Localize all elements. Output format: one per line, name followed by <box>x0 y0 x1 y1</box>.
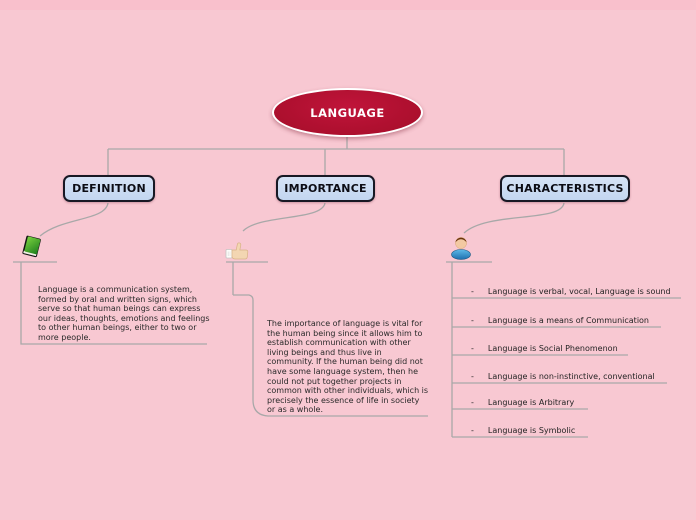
characteristic-text: Language is non-instinctive, conventional <box>487 371 655 381</box>
characteristics-curve <box>464 203 564 233</box>
characteristic-text: Language is verbal, vocal, Language is sound <box>487 286 671 296</box>
topic-importance-label: IMPORTANCE <box>284 182 367 195</box>
characteristic-item-5[interactable] <box>452 395 694 409</box>
bullet-dash: - <box>471 397 474 407</box>
root-label: LANGUAGE <box>310 105 385 120</box>
characteristic-item-4[interactable] <box>452 369 694 383</box>
topic-drop-lines <box>108 149 564 175</box>
importance-curve <box>243 203 325 231</box>
characteristic-text: Language is Social Phenomenon <box>487 343 618 353</box>
characteristic-text: Language is a means of Communication <box>487 315 649 325</box>
thumbs-up-icon <box>225 241 251 260</box>
green-book-icon <box>18 233 46 261</box>
bullet-dash: - <box>471 343 474 353</box>
bullet-dash: - <box>471 315 474 325</box>
importance-note[interactable]: The importance of language is vital for the human being since it allows him to establish communication with other living beings and thus live in community. If the human being did not have some language system, then he could not put together projects in common with other individuals, which is precisely the essence of life in society or as a whole. <box>267 319 429 415</box>
person-icon <box>448 234 474 260</box>
topic-characteristics-label: CHARACTERISTICS <box>506 182 624 195</box>
characteristic-item-6[interactable] <box>452 423 694 437</box>
bullet-dash: - <box>471 371 474 381</box>
definition-note[interactable]: Language is a communication system, formed by oral and written signs, which serve so that human beings can express our ideas, thoughts, emotions and feelings to other human beings, either to two or more people. <box>38 285 210 342</box>
topic-definition[interactable] <box>63 175 155 202</box>
characteristic-text: Language is Arbitrary <box>487 397 575 407</box>
characteristic-item-3[interactable] <box>452 341 694 355</box>
characteristic-text: Language is Symbolic <box>487 425 576 435</box>
definition-curve <box>40 203 108 236</box>
characteristic-item-1[interactable] <box>452 284 694 298</box>
bullet-dash: - <box>471 286 474 296</box>
topic-definition-label: DEFINITION <box>72 182 146 195</box>
topic-characteristics[interactable] <box>500 175 630 202</box>
characteristic-item-2[interactable] <box>452 313 694 327</box>
root-node-language[interactable] <box>272 88 423 137</box>
bullet-dash: - <box>471 425 474 435</box>
topic-importance[interactable] <box>276 175 375 202</box>
